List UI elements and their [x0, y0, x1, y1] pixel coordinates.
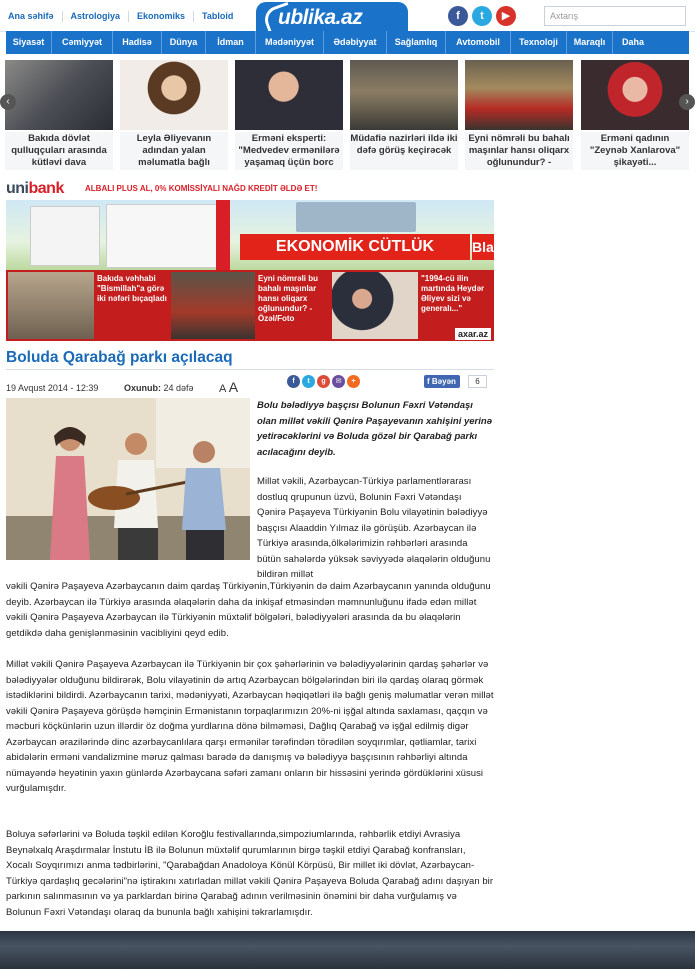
slider-thumb	[581, 60, 689, 130]
slider-thumb	[120, 60, 228, 130]
gift-ribbon	[216, 200, 230, 270]
slider-thumb	[350, 60, 458, 130]
banner-headline: Bakıda vəhhabi "Bismillah"a görə iki nəfəri bıçaqladı	[97, 274, 167, 303]
share-twitter-icon[interactable]: t	[302, 375, 315, 388]
slider-caption: Erməni qadının "Zeynəb Xanlarova" şikayəti...	[581, 132, 689, 170]
nav-item-dunya[interactable]: Dünya	[162, 31, 206, 54]
ad-promo-text: ALBALI PLUS AL, 0% KOMİSSİYALI NAĞD KREDİT ƏLDƏ ET!	[85, 184, 318, 193]
font-bigger-button[interactable]: A	[228, 379, 239, 395]
twitter-icon[interactable]: t	[472, 6, 492, 26]
article-photo-illustration	[6, 398, 250, 560]
slider-caption: Eyni nömrəli bu bahalı maşınlar hansı oliqarx oğlunundur? -	[465, 132, 573, 170]
article-views: Oxunub: 24 dəfə	[124, 383, 194, 393]
axar-news-banner[interactable]	[6, 270, 494, 341]
facebook-like-icon: f	[427, 377, 432, 386]
house-image	[296, 202, 416, 232]
slider-item[interactable]	[5, 60, 113, 170]
slider-caption: Müdafiə nazirləri ildə iki dəfə görüş keçirəcək	[350, 132, 458, 170]
page-footer-background	[0, 931, 695, 969]
slider-thumb	[5, 60, 113, 130]
top-link-astrology[interactable]: Astrologiya	[63, 11, 130, 22]
font-size-controls	[219, 379, 238, 395]
nav-item-daha[interactable]: Daha	[621, 37, 644, 47]
slider-item[interactable]	[235, 60, 343, 170]
article-photo	[6, 398, 250, 560]
fridge-image	[106, 204, 218, 268]
washing-machine-image	[30, 206, 100, 266]
slider-item[interactable]	[465, 60, 573, 170]
banner-photo	[332, 272, 418, 339]
slider-caption: Bakıda dövlət qulluqçuları arasında kütləvi dava	[5, 132, 113, 170]
slider-item[interactable]	[350, 60, 458, 170]
article-paragraph: vəkili Qənirə Paşayeva Azərbaycanın daim qardaş Türkiyənin,Türkiyənin də daim Azərbaycanın yanında olduğunu deyib. Azərbaycan ilə Türkiyə arasında əlaqələrin daha da inkişaf etməsindən məmnunluğunu ifadə edən millət vəkili Qənirə Paşayeva Azərbaycan ilə Türkiyənin müxtəlif bölgələri, bələdiyyələri arasında da bu əlaqələrin getdikdə daha genişlənməsinin vacibliyini qeyd edib.	[6, 581, 491, 639]
unibank-logo: unibank	[6, 180, 64, 197]
title-divider	[6, 369, 494, 370]
nav-item-maraqli[interactable]: Maraqlı	[567, 31, 613, 54]
article-paragraph: Boluya səfərlərini və Boluda təşkil edilən Koroğlu festivallarında,simpoziumlarında, rəhbərlik etdiyi Avrasiya Beynəlxalq Araşdırmalar İnstutu İB ilə Bolunun müxtəlif qurumlarının birgə təşkil etdiyi Qarabağ konfransları, Xocalı Soyqırımızı anma tədbirlərini, "Qarabağdan Anadoloya Könül Körpüsü, Bir millet iki dövlət, Azərbaycan-Türkiyə qardaşlıq gecələrini"nə iştirakını xatırladan millət vəkili Qənirə Paşayeva Boluda Qarabağ adını daşıyan bir parkının salınmasının və ya parklardan birinə Qarabağ adının verilməsinin önəmini bir daha vurğulamış və Bolunun Fəxri Vətəndaşı olaraq da bununla bağlı xahişini təkrarlamışdır.	[6, 829, 494, 918]
slider-caption: Leyla Əliyevanın adından yalan məlumatla bağlı	[120, 132, 228, 170]
banner-headline: Eyni nömrəli bu bahalı maşınlar hansı oliqarx oğlunundur? - Özəl/Foto	[258, 274, 319, 323]
search-input[interactable]: Axtarış	[544, 6, 686, 26]
nav-item-cemiyyet[interactable]: Cəmiyyət	[52, 31, 113, 54]
youtube-icon[interactable]: ▶	[496, 6, 516, 26]
banner-photo	[8, 272, 94, 339]
news-slider	[0, 60, 695, 172]
top-link-tabloid[interactable]: Tabloid	[202, 11, 234, 21]
nav-item-hadise[interactable]: Hadisə	[113, 31, 162, 54]
nav-item-texnoloji[interactable]: Texnoloji	[511, 31, 567, 54]
ad-slogan-cut: Bla	[472, 234, 494, 260]
social-links	[448, 6, 516, 26]
unibank-ad-banner[interactable]	[6, 178, 494, 270]
ad-slogan: EKONOMİK CÜTLÜK	[240, 234, 470, 260]
slider-caption: Erməni eksperti: "Medvedev ermənilərə yaşamaq üçün borc	[235, 132, 343, 170]
nav-item-edebiyyat[interactable]: Ədəbiyyat	[324, 31, 387, 54]
slider-thumb	[235, 60, 343, 130]
facebook-icon[interactable]: f	[448, 6, 468, 26]
banner-source: axar.az	[455, 328, 491, 340]
site-logo[interactable]	[256, 2, 408, 32]
top-link-home[interactable]: Ana səhifə	[6, 11, 63, 22]
banner-photo	[171, 272, 255, 339]
nav-item-siyaset[interactable]: Siyasət	[6, 31, 52, 54]
nav-item-avtomobil[interactable]: Avtomobil	[446, 31, 511, 54]
article-date: 19 Avqust 2014 - 12:39	[6, 383, 99, 393]
article-title: Boluda Qarabağ parkı açılacaq	[6, 349, 233, 366]
slider-thumb	[465, 60, 573, 130]
nav-item-medeniyyet[interactable]: Mədəniyyət	[256, 31, 324, 54]
slider-item[interactable]	[120, 60, 228, 170]
share-buttons	[287, 375, 360, 388]
font-smaller-button[interactable]: A	[219, 383, 226, 395]
slider-prev-icon[interactable]: ‹	[0, 94, 16, 110]
share-facebook-icon[interactable]: f	[287, 375, 300, 388]
logo-text: ublika.az	[278, 6, 363, 29]
share-more-icon[interactable]: +	[347, 375, 360, 388]
like-button[interactable]: f Bəyən	[424, 375, 460, 388]
slider-next-icon[interactable]: ›	[679, 94, 695, 110]
share-email-icon[interactable]: ✉	[332, 375, 345, 388]
banner-headline: "1994-cü ilin martında Heydər Əliyev sizi və generalı..."	[421, 274, 485, 313]
article-meta	[6, 383, 194, 393]
slider-item[interactable]	[581, 60, 689, 170]
share-google-icon[interactable]: g	[317, 375, 330, 388]
nav-item-idman[interactable]: İdman	[206, 31, 256, 54]
article-paragraph: Millət vəkili, Azərbaycan-Türkiyə parlamentlərarası dostluq qrupunun üzvü, Bolunin Fəxri Vətəndaşı Qənirə Paşayeva Türkiyənin Bolu vilayətinin bələdiyyə başçısı Alaaddin Yılmaz ilə görüşüb. Azərbaycan ilə Türkiyə arasında,ölkələrimizin rəhbərləri arasında bütün sahələrdə yüksək səviyyədə əlaqələrin olduğunu bildirən millət	[257, 476, 491, 580]
top-bar	[0, 0, 695, 32]
article-paragraph: Millət vəkili Qənirə Paşayeva Azərbaycan ilə Türkiyənin bir çox şəhərlərinin və bələdiyyələrinin qardaş şəhərlər və bələdiyyələr olduğunu bildirərək, Bolu vilayətinin də artıq Azərbaycan bölgələrindən biri ilə qardaş olaraq görmək istədiklərini bildirdi. Azərbaycanın tarixi, mədəniyyəti, Azərbaycan həqiqətləri ilə bağlı geniş məlumatlar verən millət vəkili Qənirə Paşayeva görüşdə həmçinin Ermənistanın torpaqlarımızın 20%-ni işğal altında saxlaması, qaçqın və məcburi köçkünlərin uzun illərdir öz doğma yurdlarına dönə bilməməsi, Dağlıq Qarabağ və işğal edilmiş digər Azərbaycan ərazilərində dinc azərbaycanlılara qarşı ermənilər tərəfindən törədilən soyqırımlar, qətliamlar, tarixi abidələrin erməni vandalizmine məruz qalması barədə də danışmış və bələdiyyə başçısının rəhbərliyi altında nümayəndə heyətinin yaxın günlərdə Azərbaycana səfəri zamanı onların bir hissəsini yerində gördüklərini xüsusi vurğulamışdır.	[6, 659, 494, 794]
nav-item-saglamliq[interactable]: Sağlamlıq	[387, 31, 446, 54]
main-nav	[6, 31, 689, 54]
like-count: 6	[468, 375, 487, 388]
ad-image	[6, 200, 494, 270]
top-link-economics[interactable]: Ekonomiks	[129, 11, 194, 22]
article-lead: Bolu bələdiyyə başçısı Bolunun Fəxri Vətəndaşı olan millət vəkili Qənirə Paşayevanın xahişini yerinə yetirəcəklərini və Boluda gözəl bir Qarabağ parkı acılacağını deyib.	[257, 400, 492, 458]
top-links	[6, 11, 241, 22]
